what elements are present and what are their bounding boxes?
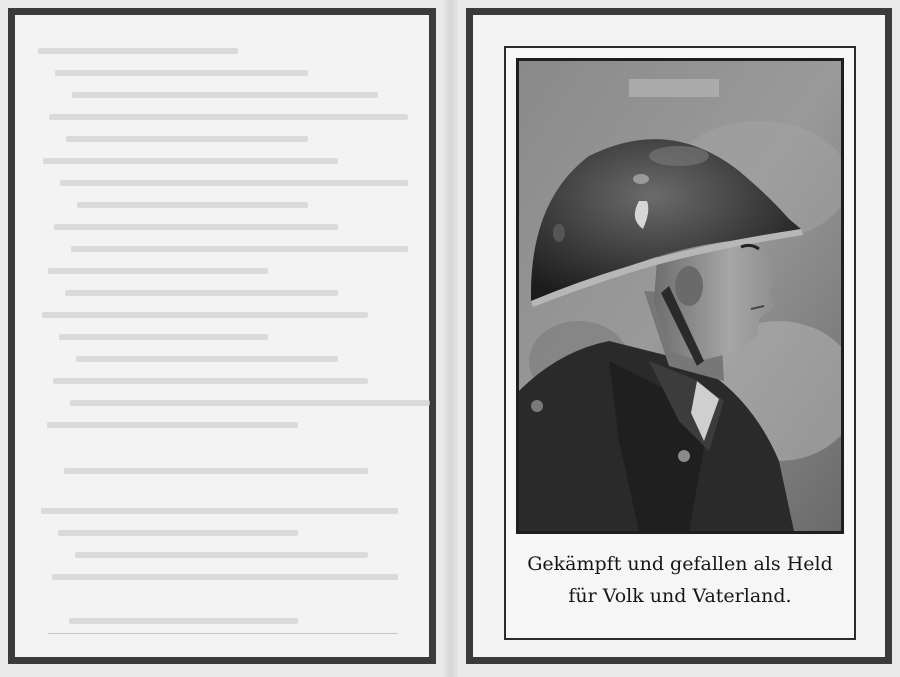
bleed-through-line — [65, 290, 338, 296]
bleed-through-line — [38, 48, 238, 54]
bleed-through-line — [48, 268, 268, 274]
bleed-through-line — [72, 92, 378, 98]
caption-line-1: Gekämpft und gefallen als Held — [527, 553, 833, 575]
left-page — [8, 8, 436, 664]
bleed-through-line — [52, 574, 398, 580]
portrait-frame — [504, 46, 856, 640]
bleed-through-line — [54, 224, 338, 230]
bleed-through-text — [38, 38, 408, 638]
soldier-illustration — [519, 61, 841, 531]
bleed-through-line — [59, 334, 268, 340]
bleed-through-rule — [48, 633, 398, 634]
bleed-through-line — [71, 246, 408, 252]
bleed-through-line — [42, 312, 368, 318]
soldier-portrait-image — [516, 58, 844, 534]
bleed-through-line — [66, 136, 308, 142]
bleed-through-line — [64, 468, 368, 474]
memorial-caption — [506, 548, 854, 612]
bleed-through-line — [41, 508, 398, 514]
bleed-through-line — [55, 70, 308, 76]
caption-line-2: für Volk und Vaterland. — [568, 585, 792, 607]
bleed-through-line — [49, 114, 408, 120]
right-page — [466, 8, 892, 664]
bleed-through-line — [58, 530, 298, 536]
bleed-through-line — [69, 618, 298, 624]
bleed-through-line — [76, 356, 338, 362]
bleed-through-line — [53, 378, 368, 384]
card-spine — [444, 0, 458, 677]
bleed-through-line — [77, 202, 308, 208]
bleed-through-line — [75, 552, 368, 558]
bleed-through-line — [47, 422, 298, 428]
bleed-through-line — [43, 158, 338, 164]
bleed-through-line — [70, 400, 430, 406]
bleed-through-line — [60, 180, 408, 186]
